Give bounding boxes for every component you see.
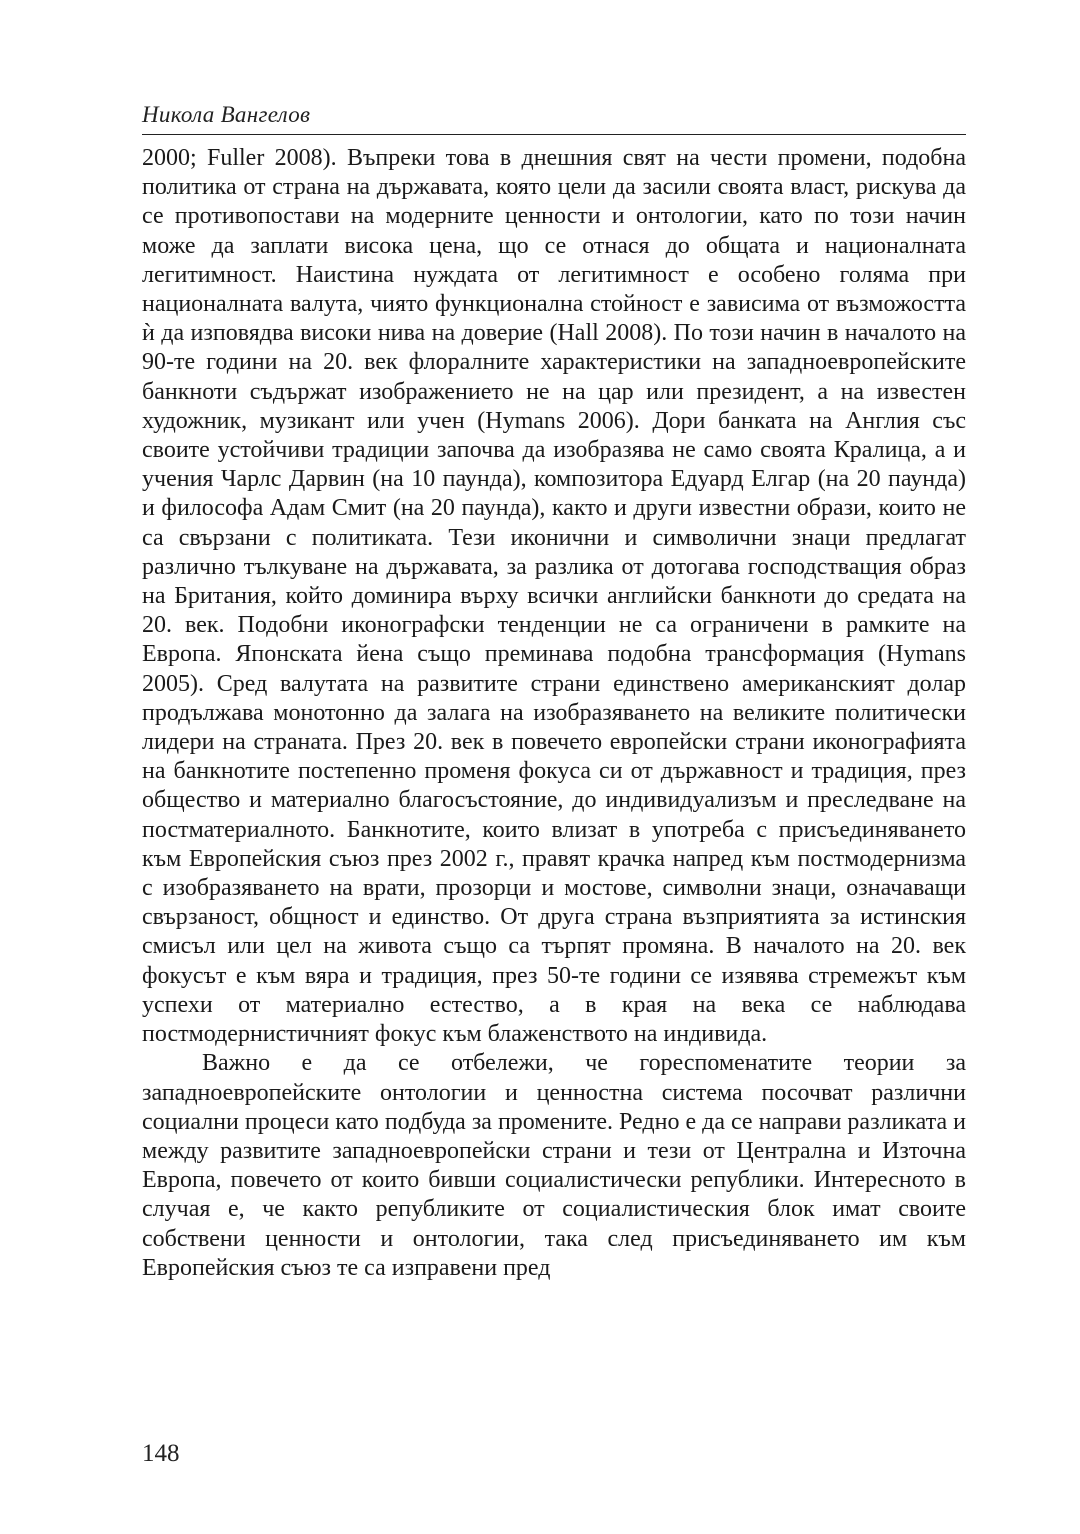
- page-number: 148: [142, 1440, 180, 1467]
- running-header-author: Никола Вангелов: [142, 102, 311, 127]
- paragraph-continued: 2000; Fuller 2008). Въпреки това в днешния свят на чести промени, подобна политика от страна на държавата, която цели да засили своята власт, рискува да се противопостави на модерните ценности и онтологии, като по този начин може да заплати висока цена, що се отнася до общата и националната легитимност. Наистина нуждата от легитимност е особено голяма при националната валута, чиято функционална стойност е зависима от възможостта ѝ да изповядва високи нива на доверие (Hall 2008). По този начин в началото на 90-те години на 20. век флоралните характеристики на западноевропейските банкноти съдържат изображението не на цар или президент, а на известен художник, музикант или учен (Hymans 2006). Дори банката на Англия със своите устойчиви традиции започва да изобразява не само своята Кралица, а и учения Чарлс Дарвин (на 10 паунда), композитора Едуард Елгар (на 20 паунда) и философа Адам Смит (на 20 паунда), както и други известни образи, които не са свързани с политиката. Тези иконични и символични знаци предлагат различно тълкуване на държавата, за разлика от дотогава господстващия образ на Британия, който доминира върху всички английски банкноти до средата на 20. век. Подобни иконографски тенденции не са ограничени в рамките на Европа. Японската йена също преминава подобна трансформация (Hymans 2005). Сред валутата на развитите страни единствено американският долар продължава монотонно да залага на изобразяването на великите политически лидери на страната. През 20. век в повечето европейски страни иконографията на банкнотите постепенно променя фокуса си от държавност и традиция, през общество и материално благосъстояние, до индивидуализъм и преследване на постматериалното. Банкнотите, които влизат в употреба с присъединяването към Европейския съюз през 2002 г., правят крачка напред към постмодернизма с изобразяването на врати, прозорци и мостове, символни знаци, означаващи свързаност, общност и единство. От друга страна възприятията за истинския смисъл или цел на живота също са търпят промяна. В началото на 20. век фокусът е към вяра и традиция, през 50-те години се изявява стремежът към успехи от материално естество, а в края на века се наблюдава постмодернистичният фокус към блаженството на индивида.: [142, 145, 966, 1048]
- running-header: [142, 100, 966, 135]
- body-text: [142, 144, 966, 1283]
- paragraph: Важно е да се отбележи, че гореспоменатите теории за западноевропейските онтологии и ценностна система посочват различни социални процеси като подбуда за промените. Редно е да се направи разликата и между развитите западноевропейски страни и тези от Централна и Източна Европа, повечето от които бивши социалистически републики. Интересното в случая е, че както републиките от социалистическия блок имат своите собствени ценности и онтологии, така след присъединяването им към Европейския съюз те са изправени пред: [142, 1050, 966, 1281]
